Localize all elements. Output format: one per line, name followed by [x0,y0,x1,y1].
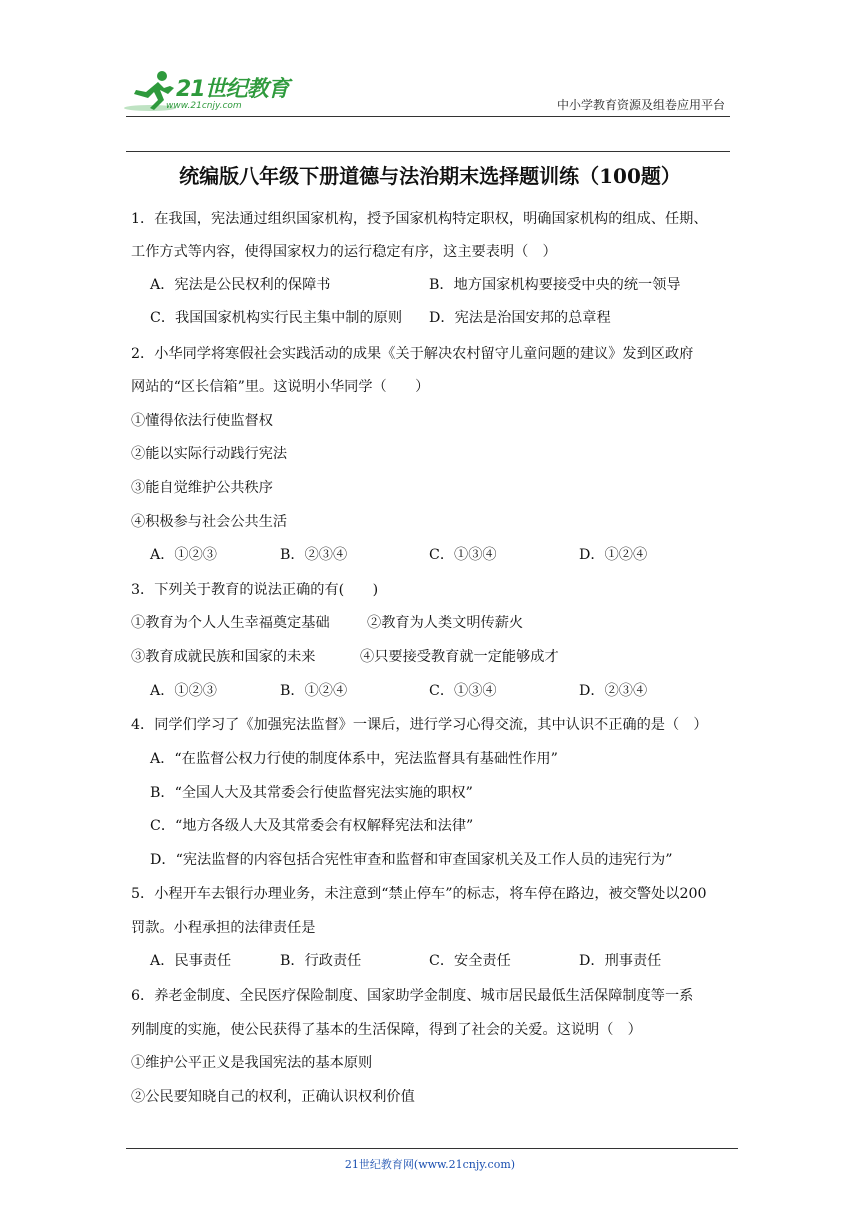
q2-option-b: B．②③④ [280,547,348,563]
q3-stem: 3．下列关于教育的说法正确的有( ) [131,582,379,598]
q4-option-d: D．“宪法监督的内容包括合宪性审查和监督和审查国家机关及工作人员的违宪行为” [150,852,673,868]
q6-statement-1: ①维护公平正义是我国宪法的基本原则 [131,1055,373,1071]
footer-link[interactable]: 21世纪教育网(www.21cnjy.com) [344,1158,516,1171]
q4-stem: 4．同学们学习了《加强宪法监督》一课后，进行学习心得交流，其中认识不正确的是（ ） [131,717,708,733]
q2-statement-1: ①懂得依法行使监督权 [131,413,273,429]
q3-statement-3: ③教育成就民族和国家的未来 [131,649,316,665]
page-title: 统编版八年级下册道德与法治期末选择题训练（100题） [179,164,681,188]
q2-option-d: D．①②④ [579,547,648,563]
q5-option-d: D．刑事责任 [579,953,662,969]
q5-option-a: A．民事责任 [150,953,232,969]
q3-option-a: A．①②③ [150,683,217,699]
q4-option-b: B．“全国人大及其常委会行使监督宪法实施的职权” [150,785,473,801]
q4-option-a: A．“在监督公权力行使的制度体系中，宪法监督具有基础性作用” [150,751,558,767]
q3-option-d: D．②③④ [579,683,648,699]
q3-statement-1: ①教育为个人人生幸福奠定基础 [131,615,330,631]
q2-option-a: A．①②③ [150,547,217,563]
q2-statement-2: ②能以实际行动践行宪法 [131,446,288,462]
q2-statement-4: ④积极参与社会公共生活 [131,514,288,530]
q3-statement-4: ④只要接受教育就一定能够成才 [360,649,559,665]
q3-option-b: B．①②④ [280,683,348,699]
q5-option-b: B．行政责任 [280,953,362,969]
q2-option-c: C．①③④ [429,547,497,563]
logo-url: www.21cnjy.com [166,101,242,111]
q2-stem-line2: 网站的“区长信箱”里。这说明小华同学（ ） [131,379,430,395]
q6-statement-2: ②公民要知晓自己的权利，正确认识权利价值 [131,1089,415,1105]
q4-option-c: C．“地方各级人大及其常委会有权解释宪法和法律” [150,818,474,834]
q1-option-c: C．我国国家机构实行民主集中制的原则 [150,310,403,326]
q1-stem-line1: 1．在我国，宪法通过组织国家机构，授予国家机构特定职权，明确国家机构的组成、任期、 [131,211,708,227]
header-divider [126,116,730,117]
q1-option-a: A．宪法是公民权利的保障书 [150,277,331,293]
q2-statement-3: ③能自觉维护公共秩序 [131,480,273,496]
q6-stem-line2: 列制度的实施，使公民获得了基本的生活保障，得到了社会的关爱。这说明（ ） [131,1022,642,1038]
footer-divider [126,1148,738,1149]
q5-option-c: C．安全责任 [429,953,511,969]
q5-stem-line1: 5．小程开车去银行办理业务，未注意到“禁止停车”的标志，将车停在路边，被交警处以200 [131,886,707,902]
logo-text: 21世纪教育 [176,77,289,102]
title-divider [126,151,730,152]
q3-statement-2: ②教育为人类文明传薪火 [367,615,524,631]
q2-stem-line1: 2．小华同学将寒假社会实践活动的成果《关于解决农村留守儿童问题的建议》发到区政府 [131,346,694,362]
q1-option-d: D．宪法是治国安邦的总章程 [429,310,611,326]
q3-option-c: C．①③④ [429,683,497,699]
q1-stem-line2: 工作方式等内容，使得国家权力的运行稳定有序，这主要表明（ ） [131,244,557,260]
q6-stem-line1: 6．养老金制度、全民医疗保险制度、国家助学金制度、城市居民最低生活保障制度等一系 [131,988,694,1004]
q5-stem-line2: 罚款。小程承担的法律责任是 [131,920,316,936]
q1-option-b: B．地方国家机构要接受中央的统一领导 [429,277,681,293]
platform-name: 中小学教育资源及组卷应用平台 [556,98,725,112]
